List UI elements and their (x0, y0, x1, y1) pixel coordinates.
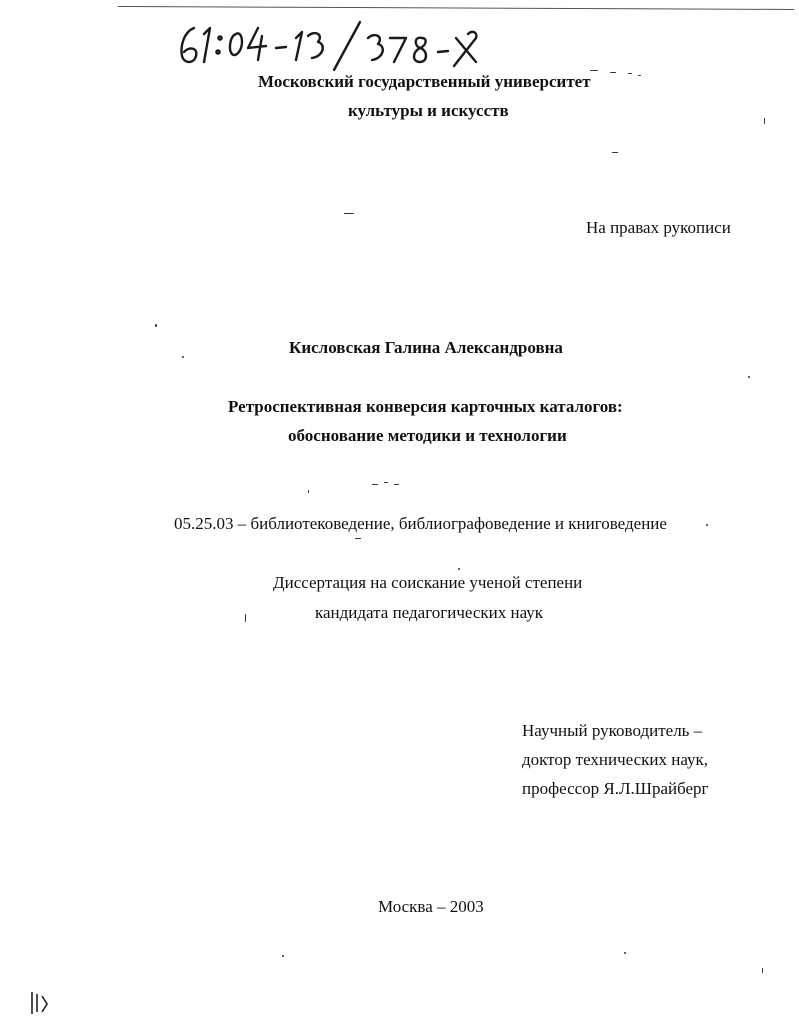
university-name-line-2: культуры и искусств (348, 101, 509, 120)
supervisor-line-3: профессор Я.Л.Шрайберг (522, 779, 709, 798)
dissertation-title-line-1: Ретроспективная конверсия карточных каталогов: (228, 397, 623, 416)
rights-notice: На правах рукописи (586, 218, 731, 237)
scan-top-rule (118, 6, 794, 10)
university-name-line-1: Московский государственный университет (258, 72, 591, 91)
scan-edge-marks (28, 988, 58, 1018)
handwritten-call-number (172, 16, 492, 72)
supervisor-line-1: Научный руководитель – (522, 721, 703, 740)
author-name: Кисловская Галина Александровна (289, 338, 563, 357)
degree-line-1: Диссертация на соискание ученой степени (273, 573, 583, 592)
specialty-code: 05.25.03 – библиотековедение, библиографоведение и книговедение (174, 514, 667, 533)
degree-line-2: кандидата педагогических наук (315, 603, 544, 622)
city-year: Москва – 2003 (378, 897, 484, 916)
supervisor-line-2: доктор технических наук, (522, 750, 709, 769)
dissertation-title-line-2: обоснование методики и технологии (288, 426, 567, 445)
